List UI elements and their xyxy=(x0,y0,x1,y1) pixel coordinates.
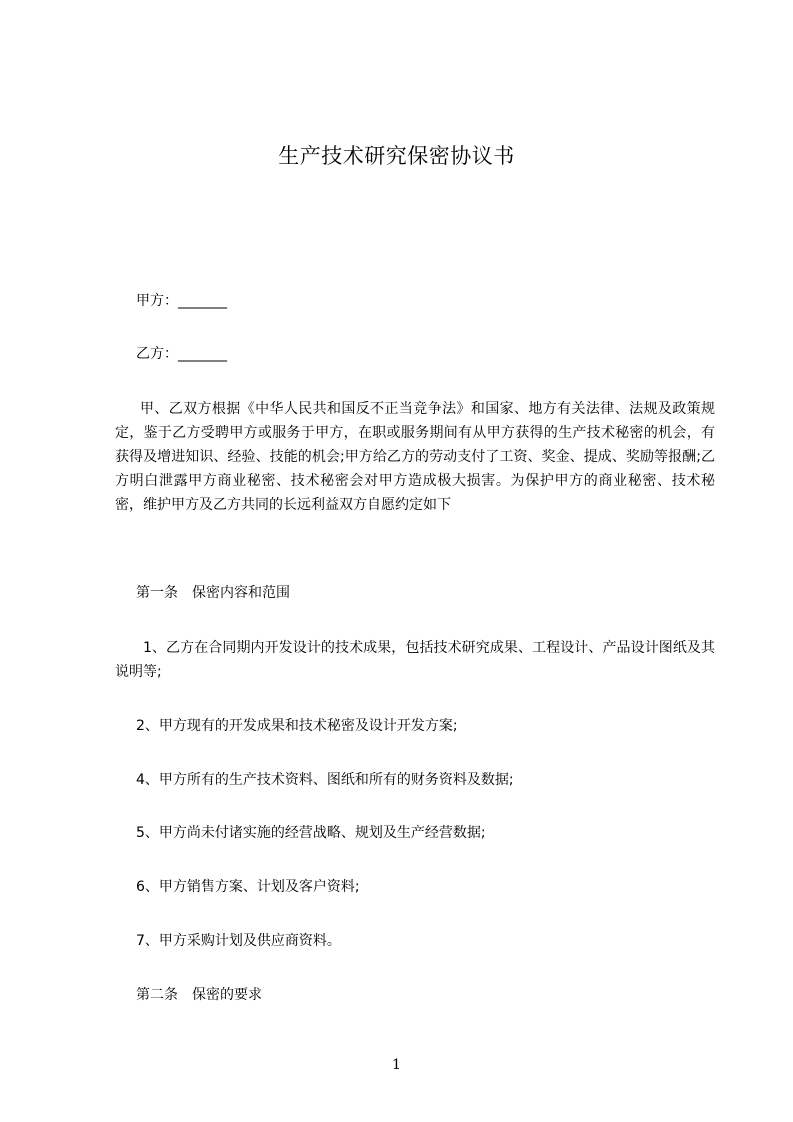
clause-item: 2、甲方现有的开发成果和技术秘密及设计开发方案; xyxy=(136,718,458,734)
clause-item: 6、甲方销售方案、计划及客户资料; xyxy=(136,879,360,895)
page-number: 1 xyxy=(392,1057,401,1073)
article-1-heading: 第一条 保密内容和范围 xyxy=(136,585,290,601)
party-a-line: 甲方：_______ xyxy=(136,293,227,309)
clause-item: 4、甲方所有的生产技术资料、图纸和所有的财务资料及数据; xyxy=(136,772,514,788)
clause-item: 7、甲方采购计划及供应商资料。 xyxy=(136,933,341,949)
preamble-paragraph: 甲、乙双方根据《中华人民共和国反不正当竞争法》和国家、地方有关法律、法规及政策规定，鉴于乙方受聘甲方或服务于甲方，在职或服务期间有从甲方获得的生产技术秘密的机会，有获得及增进知识、经验、技能的机会;甲方给乙方的劳动支付了工资、奖金、提成、奖励等报酬;乙方明白泄露甲方商业秘密、技术秘密会对甲方造成极大损害。为保护甲方的商业秘密、技术秘密，维护甲方及乙方共同的长远利益双方自愿约定如下 xyxy=(115,401,715,513)
article-2-heading: 第二条 保密的要求 xyxy=(136,987,262,1003)
party-b-line: 乙方：_______ xyxy=(136,346,227,362)
clause-item: 1、乙方在合同期内开发设计的技术成果，包括技术研究成果、工程设计、产品设计图纸及其说明等; xyxy=(115,640,715,680)
document-title: 生产技术研究保密协议书 xyxy=(278,144,515,168)
clause-item: 5、甲方尚未付诸实施的经营战略、规划及生产经营数据; xyxy=(136,825,486,841)
